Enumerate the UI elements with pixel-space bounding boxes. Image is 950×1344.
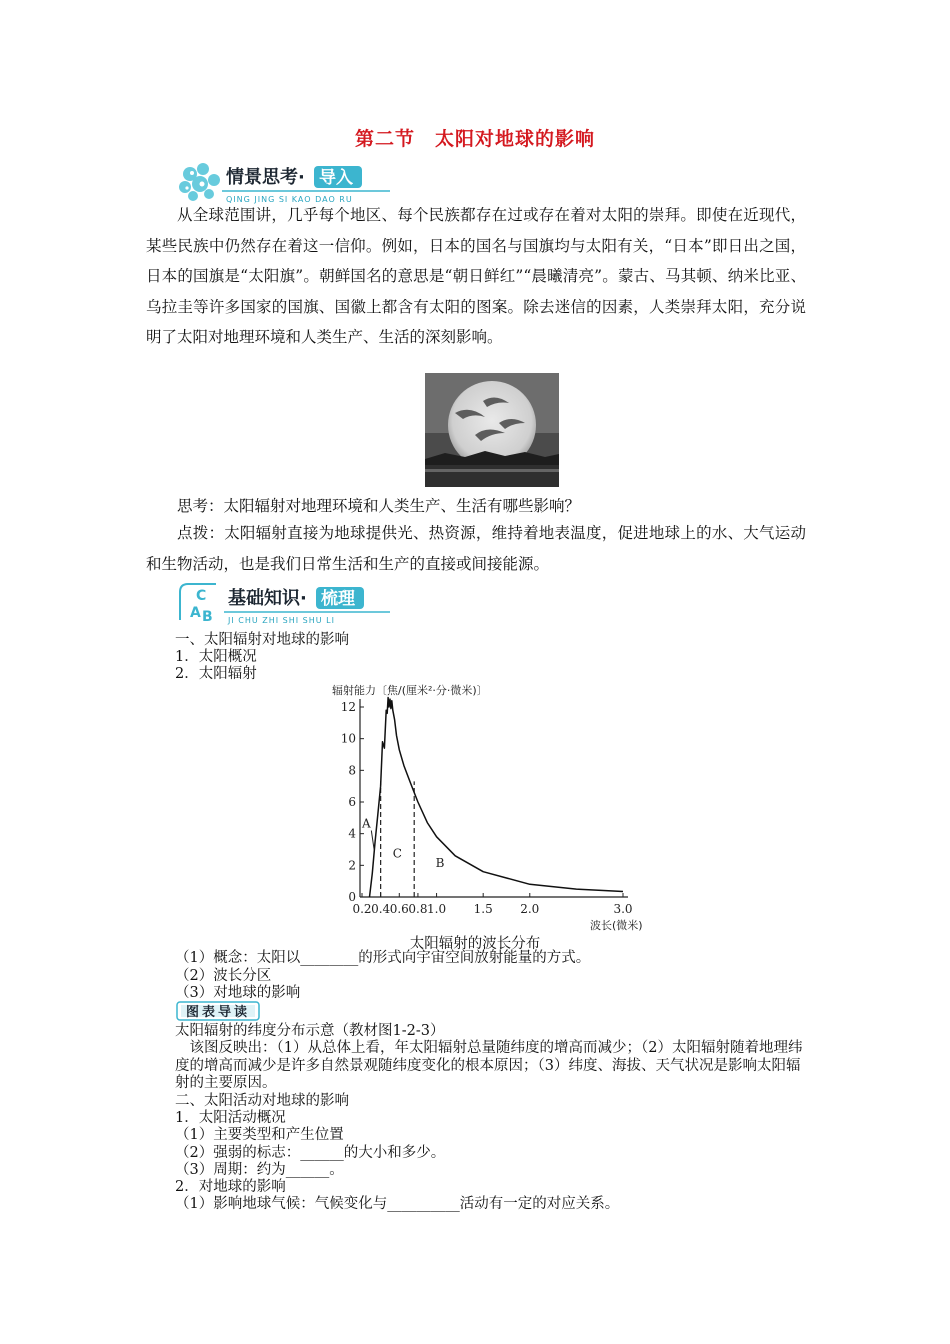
y-tick-label: 8: [348, 763, 356, 778]
x-tick-label: 3.0: [613, 902, 633, 916]
hint-answer: 点拨：太阳辐射直接为地球提供光、热资源，维持着地表温度，促进地球上的水、大气运动和生物活动，也是我们日常生活和生产的直接或间接能源。: [146, 524, 806, 573]
x-tick-label: 0.2: [352, 902, 372, 916]
region-label: B: [435, 855, 445, 870]
intro-badge-title: 情景思考·: [226, 167, 305, 188]
y-tick-label: 4: [348, 826, 356, 841]
radiation-curve: [370, 698, 624, 898]
x-tick-label: 1.5: [473, 902, 493, 916]
chart-x-axis-label: 波长(微米): [590, 919, 643, 932]
chart-y-axis-label: 辐射能力〔焦/(厘米²·分·微米)〕: [332, 684, 488, 697]
badge-letter-a: A: [190, 605, 201, 621]
y-tick-label: 6: [348, 795, 356, 809]
concept-line: （1）概念：太阳以________的形式向宇宙空间放射能量的方式。: [175, 950, 591, 966]
page-title: 第二节 太阳对地球的影响: [354, 128, 595, 150]
item-activity-overview: 1．太阳活动概况: [175, 1110, 286, 1126]
intro-badge-accent: 导入: [319, 168, 353, 188]
item-main-types: （1）主要类型和产生位置: [175, 1127, 344, 1143]
heading-solar-activity: 二、太阳活动对地球的影响: [175, 1093, 349, 1109]
intro-badge-pinyin: QING JING SI KAO DAO RU: [226, 195, 353, 204]
basic-badge-pinyin: JI CHU ZHI SHI SHU LI: [228, 616, 335, 625]
x-tick-label: 1.0: [427, 902, 447, 916]
x-tick-label: 0.8: [408, 902, 428, 916]
x-tick-label: 0.6: [389, 902, 409, 916]
x-tick-label: 0.4: [371, 902, 391, 916]
chart-guide-badge: [176, 1001, 260, 1021]
effect-line: （3）对地球的影响: [175, 985, 301, 1001]
figure-explanation: 该图反映出：（1）从总体上看，年太阳辐射总量随纬度的增高而减少；（2）太阳辐射随着地理纬度的增高而减少是许多自然景观随纬度变化的根本原因；（3）纬度、海拔、天气状况是影响太阳辐射的主要原因。: [175, 1040, 803, 1091]
x-tick-label: 2.0: [520, 902, 540, 916]
item-period: （3）周期：约为______。: [175, 1162, 344, 1178]
y-tick-label: 2: [348, 858, 356, 873]
item-climate-effect: （1）影响地球气候：气候变化与__________活动有一定的对应关系。: [175, 1196, 620, 1212]
item-solar-radiation: 2．太阳辐射: [175, 666, 257, 682]
heading-solar-radiation: 一、太阳辐射对地球的影响: [175, 632, 349, 648]
basic-badge-accent: 梳理: [321, 589, 355, 609]
badge-letter-c: C: [196, 588, 207, 604]
chart-caption: 太阳辐射的波长分布: [409, 936, 541, 952]
region-a-pointer: [371, 831, 374, 850]
intro-paragraph: 从全球范围讲，几乎每个地区、每个民族都存在过或存在着对太阳的崇拜。即使在近现代，某些民族中仍然存在着这一信仰。例如，日本的国名与国旗均与太阳有关，“日本”即日出之国，日本的国旗是“太阳旗”。朝鲜国名的意思是“朝日鲜红”“晨曦清亮”。蒙古、马其顿、纳米比亚、乌拉圭等许多国家的国旗、国徽上都含有太阳的图案。除去迷信的因素，人类崇拜太阳，充分说明了太阳对地理环境和人类生产、生活的深刻影响。: [146, 206, 806, 346]
wavelength-zones-line: （2）波长分区: [175, 968, 272, 984]
item-effect-on-earth: 2．对地球的影响: [175, 1179, 286, 1195]
region-label: C: [392, 846, 402, 861]
y-tick-label: 0: [348, 890, 356, 904]
item-sun-overview: 1．太阳概况: [175, 649, 257, 665]
badge-letter-b: B: [202, 609, 213, 625]
solar-radiation-chart: [320, 682, 650, 932]
think-question: 思考：太阳辐射对地理环境和人类生产、生活有哪些影响？: [177, 497, 581, 515]
y-tick-label: 10: [340, 731, 356, 746]
basic-badge-title: 基础知识·: [228, 588, 307, 609]
sun-worship-photo: [425, 373, 559, 487]
basic-section-badge: [176, 580, 394, 626]
chart-guide-label: 图表导读: [186, 1005, 251, 1020]
bubbles-decoration: [179, 163, 220, 201]
figure-reference: 太阳辐射的纬度分布示意（教材图1-2-3）: [175, 1023, 445, 1039]
y-tick-label: 12: [340, 700, 356, 714]
region-label: A: [362, 816, 371, 831]
item-intensity-mark: （2）强弱的标志：______的大小和多少。: [175, 1145, 446, 1161]
